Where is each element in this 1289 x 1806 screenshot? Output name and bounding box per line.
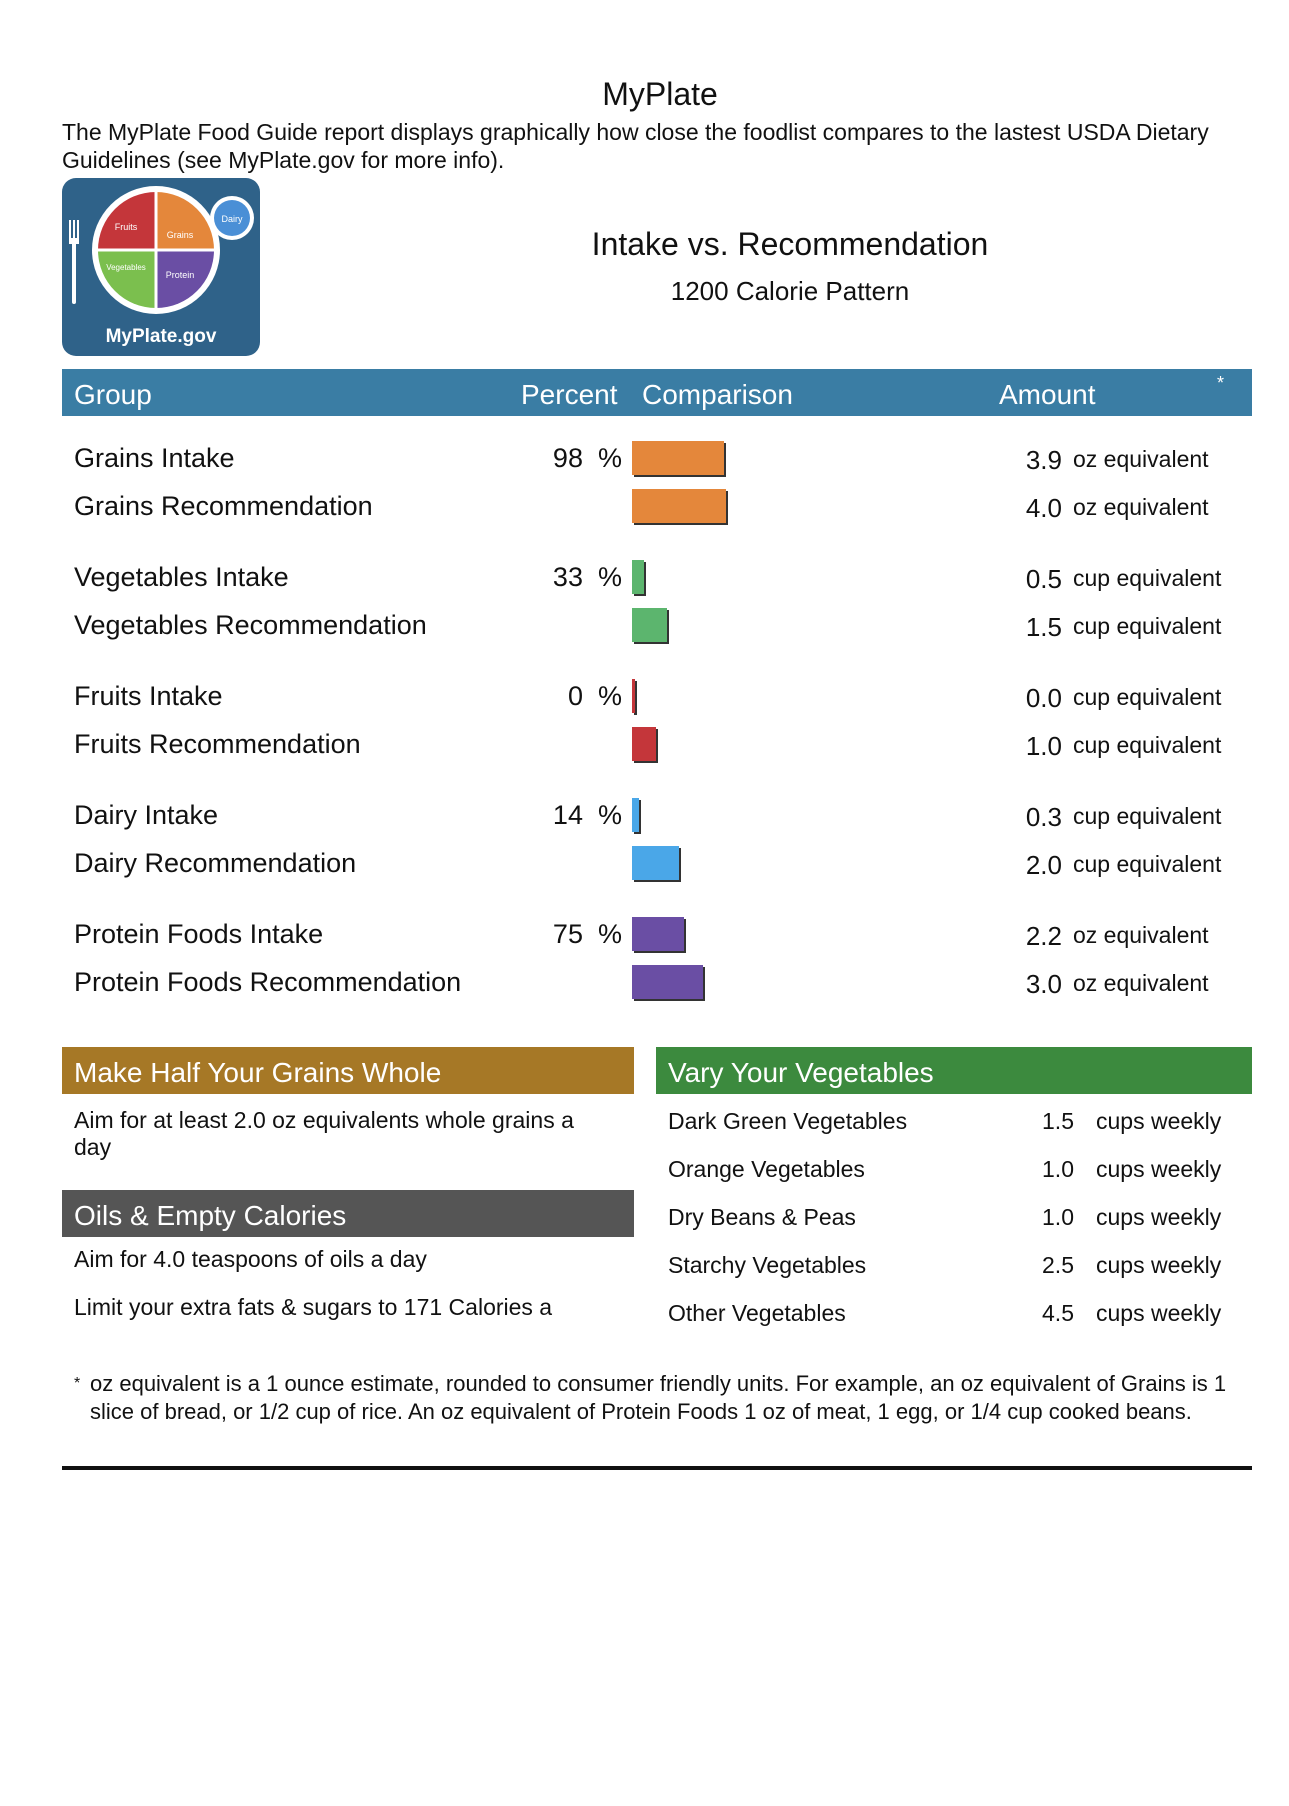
veg-item-unit: cups weekly bbox=[1096, 1108, 1222, 1134]
page-title: MyPlate bbox=[602, 76, 718, 112]
veg-item-value: 2.5 bbox=[1042, 1252, 1074, 1278]
grains-intake-label: Grains Intake bbox=[74, 443, 235, 473]
veg-item-unit: cups weekly bbox=[1096, 1204, 1222, 1230]
vegetables-rec-amount: 1.5 bbox=[1025, 612, 1062, 642]
chart-title: Intake vs. Recommendation bbox=[591, 226, 989, 262]
oils-line-1: Aim for 4.0 teaspoons of oils a day bbox=[74, 1246, 427, 1272]
dairy-rec-unit: cup equivalent bbox=[1073, 851, 1222, 877]
protein-rec-unit: oz equivalent bbox=[1073, 970, 1209, 996]
oils-title: Oils & Empty Calories bbox=[74, 1200, 347, 1231]
dairy-rec-label: Dairy Recommendation bbox=[74, 848, 357, 878]
vegetables-rec-label: Vegetables Recommendation bbox=[74, 610, 427, 640]
vegetables-percent: 33 % bbox=[552, 562, 622, 592]
veg-item-name: Starchy Vegetables bbox=[668, 1252, 867, 1278]
dairy-intake-amount: 0.3 bbox=[1025, 802, 1062, 832]
oils-header bbox=[62, 1190, 634, 1237]
fork-icon bbox=[69, 220, 79, 304]
protein-rec-amount: 3.0 bbox=[1025, 969, 1062, 999]
fruits-intake-unit: cup equivalent bbox=[1073, 684, 1222, 710]
header-footnote-marker: * bbox=[1217, 373, 1225, 393]
header-amount: Amount bbox=[999, 379, 1096, 410]
veg-item-unit: cups weekly bbox=[1096, 1252, 1222, 1278]
veg-item-value: 4.5 bbox=[1042, 1300, 1074, 1326]
veg-item-name: Orange Vegetables bbox=[668, 1156, 865, 1182]
plate-icon bbox=[62, 178, 260, 356]
veg-item-name: Dry Beans & Peas bbox=[668, 1204, 856, 1230]
protein-rec-label: Protein Foods Recommendation bbox=[74, 967, 462, 997]
fruits-intake-label: Fruits Intake bbox=[74, 681, 223, 711]
footnote bbox=[74, 1370, 1254, 1426]
fruits-intake-amount: 0.0 bbox=[1025, 683, 1062, 713]
bar-recommendation bbox=[632, 727, 656, 761]
logo-grains-label: Grains bbox=[166, 230, 194, 240]
vegetables-title: Vary Your Vegetables bbox=[668, 1057, 934, 1088]
logo-fruits-label: Fruits bbox=[114, 222, 138, 232]
grains-rec-unit: oz equivalent bbox=[1073, 494, 1209, 520]
bar-intake bbox=[632, 441, 724, 475]
logo-dairy-label: Dairy bbox=[221, 214, 243, 224]
logo-protein-label: Protein bbox=[165, 270, 195, 280]
vegetables-rec-unit: cup equivalent bbox=[1073, 613, 1222, 639]
header-group: Group bbox=[74, 379, 152, 410]
logo-vegetables-label: Vegetables bbox=[106, 263, 146, 272]
bottom-divider bbox=[62, 1466, 1252, 1470]
bar-intake bbox=[632, 798, 639, 832]
dairy-percent: 14 % bbox=[552, 800, 622, 830]
grains-intake-unit: oz equivalent bbox=[1073, 446, 1209, 472]
logo-site-text: MyPlate.gov bbox=[105, 326, 217, 347]
fruits-percent: 0 % bbox=[567, 681, 622, 711]
fruits-rec-amount: 1.0 bbox=[1025, 731, 1062, 761]
veg-item-value: 1.5 bbox=[1042, 1108, 1074, 1134]
oils-line-2: Limit your extra fats & sugars to 171 Calories a bbox=[74, 1294, 553, 1320]
veg-item-unit: cups weekly bbox=[1096, 1300, 1222, 1326]
dairy-rec-amount: 2.0 bbox=[1025, 850, 1062, 880]
veg-item-value: 1.0 bbox=[1042, 1204, 1074, 1230]
header-comparison: Comparison bbox=[642, 379, 793, 410]
chart-subtitle: 1200 Calorie Pattern bbox=[670, 276, 910, 306]
dairy-intake-unit: cup equivalent bbox=[1073, 803, 1222, 829]
bar-recommendation bbox=[632, 489, 726, 523]
grains-rec-amount: 4.0 bbox=[1025, 493, 1062, 523]
protein-intake-amount: 2.2 bbox=[1025, 921, 1062, 951]
protein-intake-unit: oz equivalent bbox=[1073, 922, 1209, 948]
bar-intake bbox=[632, 917, 684, 951]
veg-item-value: 1.0 bbox=[1042, 1156, 1074, 1182]
footnote-marker: * bbox=[74, 1375, 81, 1392]
grains-percent: 98 % bbox=[552, 443, 622, 473]
protein-intake-label: Protein Foods Intake bbox=[74, 919, 324, 949]
grains-rec-label: Grains Recommendation bbox=[74, 491, 373, 521]
grains-whole-header bbox=[62, 1047, 634, 1094]
grains-whole-text: Aim for at least 2.0 oz equivalents whole grains a day bbox=[74, 1107, 574, 1160]
header-percent: Percent bbox=[521, 379, 618, 410]
vegetables-intake-unit: cup equivalent bbox=[1073, 565, 1222, 591]
vegetables-intake-label: Vegetables Intake bbox=[74, 562, 289, 592]
grains-intake-amount: 3.9 bbox=[1025, 445, 1062, 475]
bar-recommendation bbox=[632, 608, 667, 642]
vegetables-header bbox=[656, 1047, 1252, 1094]
veg-item-name: Other Vegetables bbox=[668, 1300, 846, 1326]
bar-intake bbox=[632, 679, 635, 713]
intro-text: The MyPlate Food Guide report displays graphically how close the foodlist compares to the lastest USDA Dietary Guidelines (see MyPlate.gov for more info). bbox=[62, 119, 1209, 173]
fruits-rec-label: Fruits Recommendation bbox=[74, 729, 361, 759]
grains-whole-title: Make Half Your Grains Whole bbox=[74, 1057, 442, 1088]
bar-recommendation bbox=[632, 965, 703, 999]
veg-item-name: Dark Green Vegetables bbox=[668, 1108, 908, 1134]
protein-percent: 75 % bbox=[552, 919, 622, 949]
bar-intake bbox=[632, 560, 644, 594]
veg-item-unit: cups weekly bbox=[1096, 1156, 1222, 1182]
myplate-logo bbox=[62, 178, 260, 356]
dairy-intake-label: Dairy Intake bbox=[74, 800, 219, 830]
fruits-rec-unit: cup equivalent bbox=[1073, 732, 1222, 758]
footnote-text: oz equivalent is a 1 ounce estimate, rounded to consumer friendly units. For example, an oz equivalent of Grains is 1 slice of bread, or 1/2 cup of rice. An oz equivalent of Protein Foods 1 oz of meat, 1 egg, or 1/4 cup cooked beans. bbox=[90, 1371, 1227, 1424]
vegetables-intake-amount: 0.5 bbox=[1025, 564, 1062, 594]
bar-recommendation bbox=[632, 846, 679, 880]
table-header bbox=[62, 369, 1252, 416]
